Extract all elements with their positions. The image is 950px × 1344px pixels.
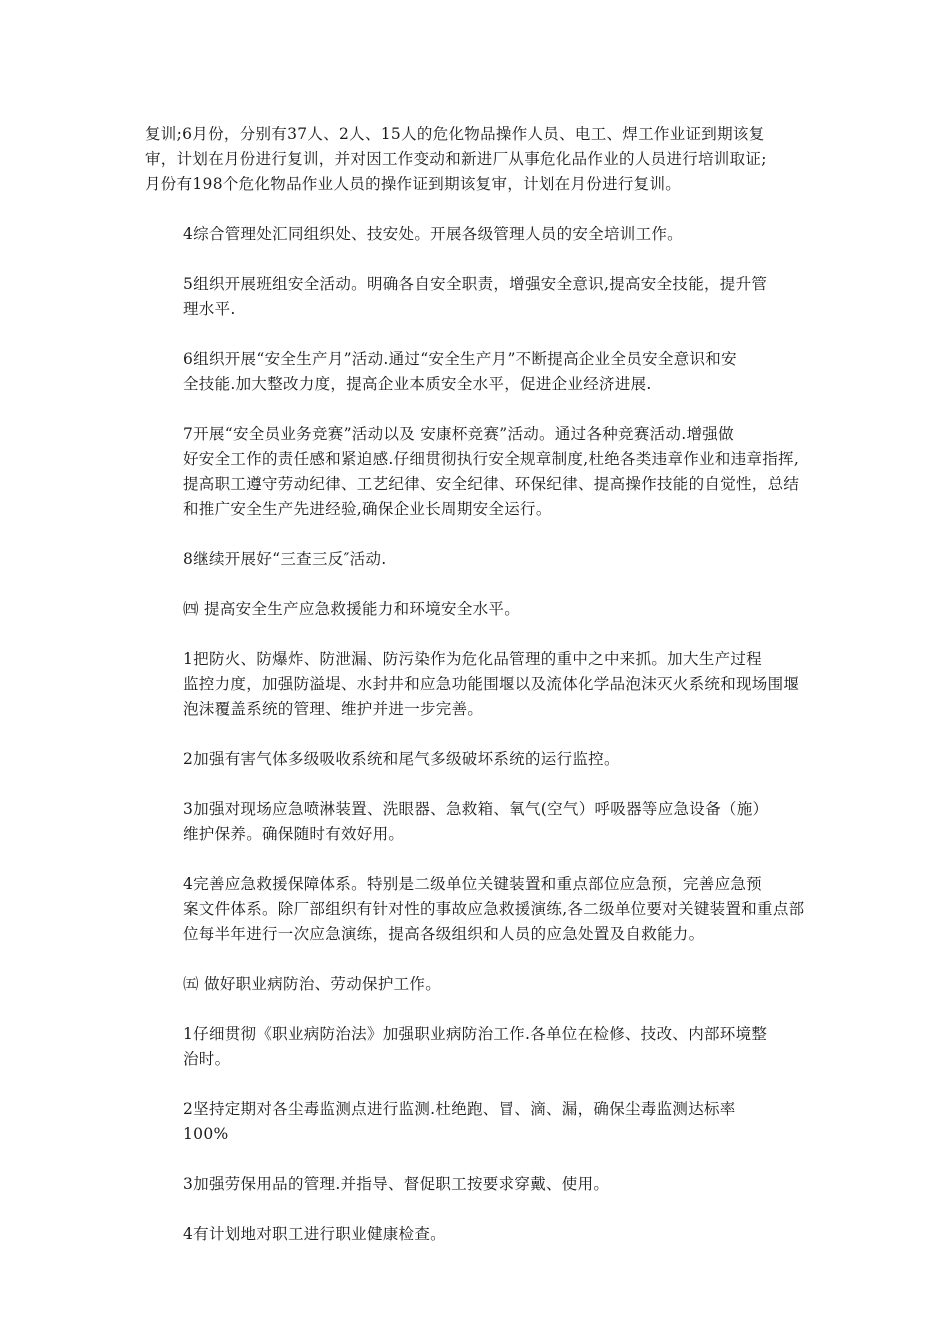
paragraph-s4-item-1 [145, 647, 810, 722]
paragraph-line: 维护保养。确保随时有效好用。 [183, 825, 405, 843]
paragraph-line: 1仔细贯彻《职业病防治法》加强职业病防治工作.各单位在检修、技改、内部环境整 [183, 1025, 768, 1043]
paragraph-line: 100% [183, 1125, 229, 1143]
paragraph-item-7 [145, 422, 810, 522]
paragraph-line: 7开展“安全员业务竞赛”活动以及 安康杯竞赛”活动。通过各种竞赛活动.增强做 [183, 425, 734, 443]
paragraph-line: 全技能.加大整改力度，提高企业本质安全水平，促进企业经济进展. [183, 375, 652, 393]
paragraph-line: 监控力度，加强防溢堤、水封井和应急功能围堰以及流体化学品泡沫灭火系统和现场围堰 [183, 675, 800, 693]
paragraph-line: 案文件体系。除厂部组织有针对性的事故应急救援演练,各二级单位要对关键装置和重点部 [183, 900, 805, 918]
paragraph-section-5 [145, 972, 810, 997]
paragraph-section-4 [145, 597, 810, 622]
paragraph-line: 2加强有害气体多级吸收系统和尾气多级破坏系统的运行监控。 [183, 750, 620, 768]
paragraph-line: 月份有198个危化物品作业人员的操作证到期该复审，计划在月份进行复训。 [145, 175, 682, 193]
paragraph-s5-item-2 [145, 1097, 810, 1147]
document-body [145, 122, 810, 1272]
paragraph-item-6 [145, 347, 810, 397]
paragraph-line: 8继续开展好“三查三反″活动. [183, 550, 387, 568]
paragraph-line: 3加强劳保用品的管理.并指导、督促职工按要求穿戴、使用。 [183, 1175, 610, 1193]
paragraph-line: 4有计划地对职工进行职业健康检查。 [183, 1225, 446, 1243]
paragraph-item-8 [145, 547, 810, 572]
paragraph-intro [145, 122, 810, 197]
paragraph-line: 泡沫覆盖系统的管理、维护并进一步完善。 [183, 700, 484, 718]
paragraph-line: 好安全工作的责任感和紧迫感.仔细贯彻执行安全规章制度,杜绝各类违章作业和违章指挥, [183, 450, 800, 468]
paragraph-line: 治时。 [183, 1050, 231, 1068]
paragraph-line: 4综合管理处汇同组织处、技安处。开展各级管理人员的安全培训工作。 [183, 225, 683, 243]
paragraph-s4-item-3 [145, 797, 810, 847]
paragraph-item-4 [145, 222, 810, 247]
paragraph-line: 提高职工遵守劳动纪律、工艺纪律、安全纪律、环保纪律、提高操作技能的自觉性，总结 [183, 475, 800, 493]
paragraph-line: 5组织开展班组安全活动。明确各自安全职责，增强安全意识,提高安全技能，提升管 [183, 275, 768, 293]
paragraph-s5-item-3 [145, 1172, 810, 1197]
paragraph-line: 复训;6月份，分别有37人、2人、15人的危化物品操作人员、电工、焊工作业证到期该复 [145, 125, 765, 143]
paragraph-line: 理水平. [183, 300, 236, 318]
paragraph-item-5 [145, 272, 810, 322]
paragraph-line: 4完善应急救援保障体系。特别是二级单位关键装置和重点部位应急预，完善应急预 [183, 875, 762, 893]
paragraph-line: 2坚持定期对各尘毒监测点进行监测.杜绝跑、冒、滴、漏，确保尘毒监测达标率 [183, 1100, 736, 1118]
paragraph-line: 1把防火、防爆炸、防泄漏、防污染作为危化品管理的重中之中来抓。加大生产过程 [183, 650, 762, 668]
paragraph-line: 审，计划在月份进行复训，并对因工作变动和新进厂从事危化品作业的人员进行培训取证; [145, 150, 767, 168]
paragraph-s5-item-4 [145, 1222, 810, 1247]
paragraph-line: 6组织开展“安全生产月”活动.通过“安全生产月”不断提高企业全员安全意识和安 [183, 350, 737, 368]
paragraph-line: ㈣ 提高安全生产应急救援能力和环境安全水平。 [183, 600, 521, 618]
paragraph-s5-item-1 [145, 1022, 810, 1072]
paragraph-s4-item-2 [145, 747, 810, 772]
paragraph-line: ㈤ 做好职业病防治、劳动保护工作。 [183, 975, 442, 993]
paragraph-s4-item-4 [145, 872, 810, 947]
paragraph-line: 和推广安全生产先进经验,确保企业长周期安全运行。 [183, 500, 552, 518]
paragraph-line: 3加强对现场应急喷淋装置、洗眼器、急救箱、氧气(空气）呼吸器等应急设备（施） [183, 800, 769, 818]
paragraph-line: 位每半年进行一次应急演练，提高各级组织和人员的应急处置及自救能力。 [183, 925, 705, 943]
